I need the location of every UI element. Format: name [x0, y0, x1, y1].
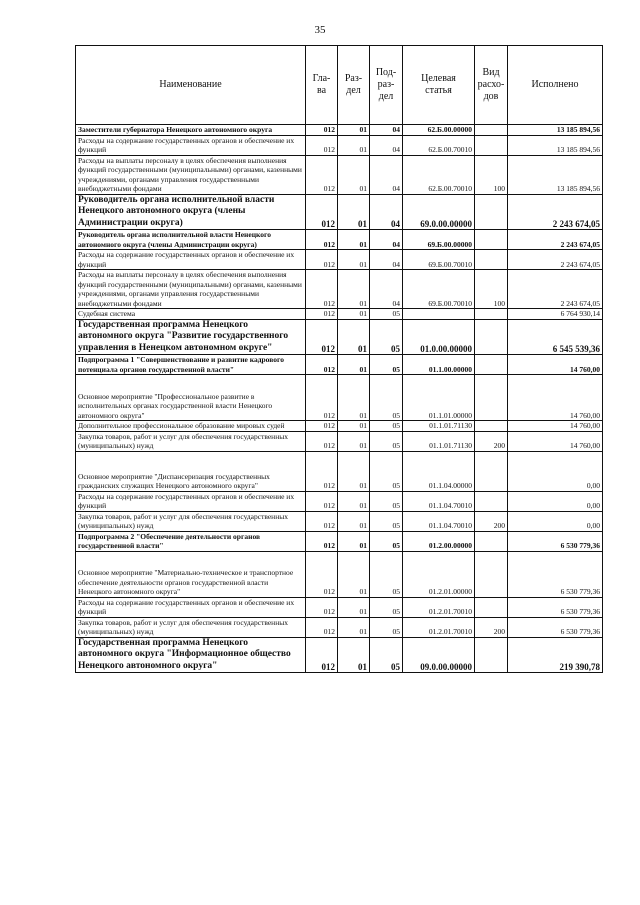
table-row — [76, 375, 603, 421]
cell-expense-type: 100 — [475, 155, 508, 194]
table-row — [76, 531, 603, 551]
cell-podrazdel: 04 — [370, 125, 403, 136]
cell-glava: 012 — [306, 375, 338, 421]
cell-target-article: 01.2.01.70010 — [403, 617, 475, 637]
cell-glava: 012 — [306, 135, 338, 155]
cell-glava: 012 — [306, 319, 338, 355]
cell-expense-type — [475, 375, 508, 421]
cell-expense-type: 200 — [475, 617, 508, 637]
cell-executed-amount: 2 243 674,05 — [508, 250, 603, 270]
cell-glava: 012 — [306, 421, 338, 432]
cell-name: Основное мероприятие "Диспансеризация государственных гражданских служащих Ненецкого автономного округа" — [76, 451, 306, 491]
cell-razdel: 01 — [338, 125, 370, 136]
cell-executed-amount: 0,00 — [508, 491, 603, 511]
cell-glava: 012 — [306, 511, 338, 531]
cell-name: Государственная программа Ненецкого автономного округа "Информационное общество Ненецкого автономного округа" — [76, 637, 306, 673]
cell-podrazdel: 05 — [370, 597, 403, 617]
cell-executed-amount: 6 545 539,36 — [508, 319, 603, 355]
cell-target-article: 01.2.00.00000 — [403, 531, 475, 551]
cell-razdel: 01 — [338, 637, 370, 673]
cell-executed-amount: 13 185 894,56 — [508, 155, 603, 194]
cell-name: Подпрограмма 1 "Совершенствование и развитие кадрового потенциала органов государственной власти" — [76, 355, 306, 375]
cell-podrazdel: 04 — [370, 250, 403, 270]
cell-name: Руководитель органа исполнительной власти Ненецкого автономного округа (члены Администрации округа) — [76, 230, 306, 250]
cell-executed-amount: 14 760,00 — [508, 355, 603, 375]
cell-target-article: 01.1.04.00000 — [403, 451, 475, 491]
cell-razdel: 01 — [338, 597, 370, 617]
cell-name: Судебная система — [76, 309, 306, 320]
cell-name: Расходы на содержание государственных органов и обеспечение их функций — [76, 491, 306, 511]
cell-expense-type — [475, 451, 508, 491]
cell-executed-amount: 6 530 779,36 — [508, 617, 603, 637]
cell-expense-type: 200 — [475, 511, 508, 531]
table-row — [76, 511, 603, 531]
cell-podrazdel: 05 — [370, 637, 403, 673]
cell-expense-type — [475, 637, 508, 673]
cell-executed-amount: 2 243 674,05 — [508, 270, 603, 309]
cell-target-article: 01.1.04.70010 — [403, 491, 475, 511]
cell-glava: 012 — [306, 451, 338, 491]
cell-razdel: 01 — [338, 250, 370, 270]
table-row — [76, 637, 603, 673]
cell-podrazdel: 05 — [370, 451, 403, 491]
cell-executed-amount: 219 390,78 — [508, 637, 603, 673]
cell-name: Заместители губернатора Ненецкого автономного округа — [76, 125, 306, 136]
cell-glava: 012 — [306, 551, 338, 597]
cell-name: Закупка товаров, работ и услуг для обеспечения государственных (муниципальных) нужд — [76, 431, 306, 451]
cell-executed-amount: 6 530 779,36 — [508, 551, 603, 597]
cell-target-article: 01.2.01.70010 — [403, 597, 475, 617]
cell-name: Расходы на содержание государственных органов и обеспечение их функций — [76, 135, 306, 155]
table-row — [76, 135, 603, 155]
cell-expense-type: 200 — [475, 431, 508, 451]
cell-razdel: 01 — [338, 375, 370, 421]
table-row — [76, 125, 603, 136]
cell-name: Расходы на выплаты персоналу в целях обеспечения выполнения функций государственными (муниципальными) органами, казенными учреждениями, органами управления государственными внебюджетными фондами — [76, 270, 306, 309]
cell-razdel: 01 — [338, 270, 370, 309]
cell-razdel: 01 — [338, 511, 370, 531]
cell-target-article: 62.Б.00.00000 — [403, 125, 475, 136]
cell-executed-amount: 6 530 779,36 — [508, 531, 603, 551]
cell-podrazdel: 05 — [370, 355, 403, 375]
cell-name: Основное мероприятие "Профессиональное развитие в исполнительных органах государственной власти Ненецкого автономного округа" — [76, 375, 306, 421]
table-row — [76, 355, 603, 375]
cell-glava: 012 — [306, 597, 338, 617]
cell-razdel: 01 — [338, 319, 370, 355]
table-row — [76, 319, 603, 355]
cell-glava: 012 — [306, 355, 338, 375]
cell-glava: 012 — [306, 155, 338, 194]
cell-razdel: 01 — [338, 194, 370, 230]
cell-expense-type — [475, 194, 508, 230]
cell-name: Расходы на содержание государственных органов и обеспечение их функций — [76, 250, 306, 270]
cell-podrazdel: 05 — [370, 421, 403, 432]
cell-expense-type — [475, 135, 508, 155]
cell-target-article: 01.2.01.00000 — [403, 551, 475, 597]
cell-razdel: 01 — [338, 451, 370, 491]
cell-expense-type — [475, 250, 508, 270]
cell-name: Закупка товаров, работ и услуг для обеспечения государственных (муниципальных) нужд — [76, 617, 306, 637]
cell-executed-amount: 2 243 674,05 — [508, 230, 603, 250]
header-done: Исполнено — [508, 46, 603, 125]
cell-expense-type — [475, 230, 508, 250]
cell-executed-amount: 0,00 — [508, 451, 603, 491]
cell-target-article: 09.0.00.00000 — [403, 637, 475, 673]
cell-glava: 012 — [306, 125, 338, 136]
cell-target-article: 62.Б.00.70010 — [403, 155, 475, 194]
cell-podrazdel: 05 — [370, 319, 403, 355]
cell-target-article: 69.Б.00.70010 — [403, 250, 475, 270]
cell-podrazdel: 05 — [370, 511, 403, 531]
cell-expense-type — [475, 491, 508, 511]
cell-target-article: 01.1.00.00000 — [403, 355, 475, 375]
cell-podrazdel: 04 — [370, 155, 403, 194]
cell-glava: 012 — [306, 531, 338, 551]
cell-podrazdel: 05 — [370, 531, 403, 551]
cell-executed-amount: 2 243 674,05 — [508, 194, 603, 230]
table-row — [76, 617, 603, 637]
table-row — [76, 421, 603, 432]
cell-expense-type — [475, 597, 508, 617]
cell-razdel: 01 — [338, 617, 370, 637]
table-row — [76, 194, 603, 230]
cell-executed-amount: 6 530 779,36 — [508, 597, 603, 617]
cell-name: Дополнительное профессиональное образование мировых судей — [76, 421, 306, 432]
cell-glava: 012 — [306, 637, 338, 673]
table-row — [76, 155, 603, 194]
cell-target-article: 01.1.01.71130 — [403, 421, 475, 432]
table-row — [76, 597, 603, 617]
table-row — [76, 431, 603, 451]
cell-razdel: 01 — [338, 230, 370, 250]
cell-executed-amount: 14 760,00 — [508, 431, 603, 451]
cell-target-article: 69.Б.00.00000 — [403, 230, 475, 250]
header-name: Наименование — [76, 46, 306, 125]
table-row — [76, 451, 603, 491]
cell-glava: 012 — [306, 270, 338, 309]
cell-podrazdel: 05 — [370, 309, 403, 320]
cell-razdel: 01 — [338, 135, 370, 155]
cell-podrazdel: 05 — [370, 617, 403, 637]
budget-execution-table — [75, 45, 603, 673]
cell-razdel: 01 — [338, 355, 370, 375]
cell-glava: 012 — [306, 230, 338, 250]
cell-expense-type — [475, 309, 508, 320]
cell-executed-amount: 13 185 894,56 — [508, 125, 603, 136]
page-number: 35 — [314, 24, 326, 36]
cell-glava: 012 — [306, 491, 338, 511]
cell-executed-amount: 14 760,00 — [508, 375, 603, 421]
cell-expense-type — [475, 125, 508, 136]
cell-razdel: 01 — [338, 421, 370, 432]
cell-target-article: 01.0.00.00000 — [403, 319, 475, 355]
table-row — [76, 309, 603, 320]
cell-expense-type — [475, 531, 508, 551]
cell-target-article: 01.1.04.70010 — [403, 511, 475, 531]
cell-target-article: 69.0.00.00000 — [403, 194, 475, 230]
cell-executed-amount: 14 760,00 — [508, 421, 603, 432]
cell-name: Расходы на содержание государственных органов и обеспечение их функций — [76, 597, 306, 617]
cell-name: Основное мероприятие "Материально-техническое и транспортное обеспечение деятельности органов государственной власти Ненецкого автономного округа" — [76, 551, 306, 597]
cell-target-article: 69.Б.00.70010 — [403, 270, 475, 309]
table-row — [76, 491, 603, 511]
cell-podrazdel: 05 — [370, 551, 403, 597]
cell-glava: 012 — [306, 194, 338, 230]
cell-name: Подпрограмма 2 "Обеспечение деятельности органов государственной власти" — [76, 531, 306, 551]
cell-glava: 012 — [306, 250, 338, 270]
cell-podrazdel: 04 — [370, 230, 403, 250]
cell-name: Расходы на выплаты персоналу в целях обеспечения выполнения функций государственными (муниципальными) органами, казенными учреждениями, органами управления государственными внебюджетными фондами — [76, 155, 306, 194]
table-row — [76, 551, 603, 597]
cell-razdel: 01 — [338, 531, 370, 551]
cell-razdel: 01 — [338, 491, 370, 511]
cell-executed-amount: 6 764 930,14 — [508, 309, 603, 320]
header-razdel: Раз- дел — [338, 46, 370, 125]
header-vid: Вид расхо- дов — [475, 46, 508, 125]
cell-name: Руководитель органа исполнительной власти Ненецкого автономного округа (члены Администрации округа) — [76, 194, 306, 230]
table-row — [76, 270, 603, 309]
header-podrazdel: Под- раз- дел — [370, 46, 403, 125]
cell-target-article — [403, 309, 475, 320]
cell-executed-amount: 13 185 894,56 — [508, 135, 603, 155]
header-glava: Гла- ва — [306, 46, 338, 125]
cell-expense-type — [475, 421, 508, 432]
cell-podrazdel: 04 — [370, 135, 403, 155]
cell-glava: 012 — [306, 617, 338, 637]
cell-razdel: 01 — [338, 309, 370, 320]
cell-podrazdel: 04 — [370, 194, 403, 230]
cell-podrazdel: 04 — [370, 270, 403, 309]
table-body — [76, 125, 603, 673]
cell-glava: 012 — [306, 309, 338, 320]
cell-expense-type — [475, 551, 508, 597]
cell-target-article: 62.Б.00.70010 — [403, 135, 475, 155]
cell-podrazdel: 05 — [370, 491, 403, 511]
cell-expense-type: 100 — [475, 270, 508, 309]
cell-razdel: 01 — [338, 551, 370, 597]
cell-razdel: 01 — [338, 431, 370, 451]
header-target: Целевая статья — [403, 46, 475, 125]
cell-target-article: 01.1.01.71130 — [403, 431, 475, 451]
cell-name: Государственная программа Ненецкого автономного округа "Развитие государственного управления в Ненецком автономном округе" — [76, 319, 306, 355]
cell-name: Закупка товаров, работ и услуг для обеспечения государственных (муниципальных) нужд — [76, 511, 306, 531]
table-header-row — [76, 46, 603, 125]
cell-expense-type — [475, 355, 508, 375]
table-row — [76, 230, 603, 250]
cell-expense-type — [475, 319, 508, 355]
cell-target-article: 01.1.01.00000 — [403, 375, 475, 421]
cell-glava: 012 — [306, 431, 338, 451]
cell-podrazdel: 05 — [370, 431, 403, 451]
cell-podrazdel: 05 — [370, 375, 403, 421]
cell-executed-amount: 0,00 — [508, 511, 603, 531]
table-row — [76, 250, 603, 270]
cell-razdel: 01 — [338, 155, 370, 194]
